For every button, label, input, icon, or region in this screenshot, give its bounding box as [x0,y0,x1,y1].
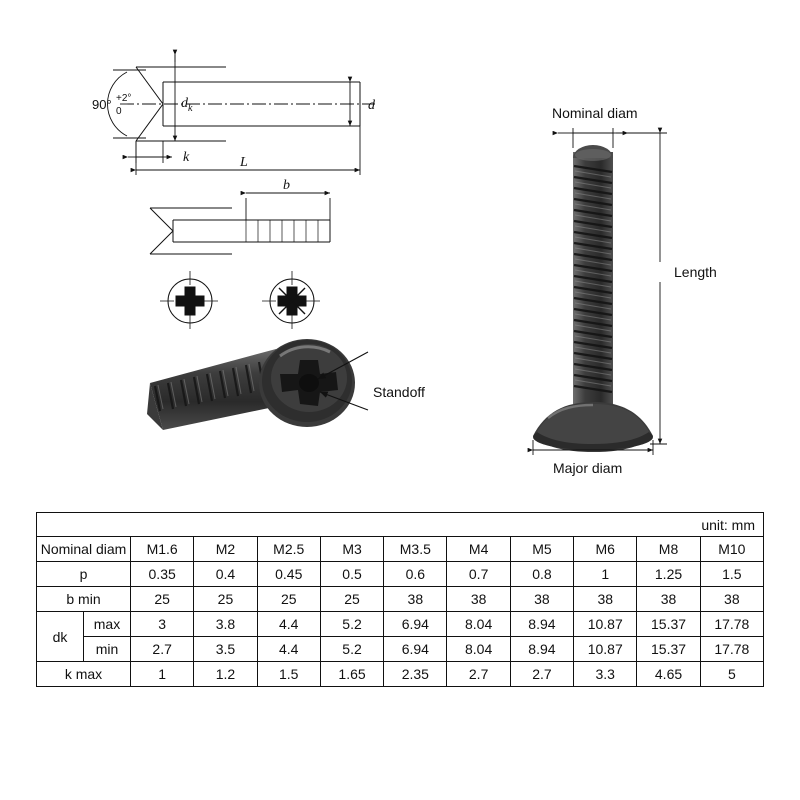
table-cell: M1.6 [131,537,194,562]
row-sublabel-dk-max: max [84,612,131,637]
pozidriv-drive-symbol [262,271,322,331]
screw-photo-angled [147,339,355,430]
table-cell: 3.8 [194,612,257,637]
table-row-dk-min [37,637,764,662]
row-label-dk: dk [37,612,84,662]
table-cell: 25 [131,587,194,612]
table-cell: 0.4 [194,562,257,587]
table-cell: M8 [637,537,700,562]
table-cell: M2.5 [257,537,320,562]
table-cell: 38 [637,587,700,612]
dimension-k [128,141,172,163]
table-cell: 2.35 [384,662,447,687]
table-row-dk-max [37,612,764,637]
standoff-label: Standoff [373,384,425,400]
table-cell: M3 [320,537,383,562]
angle-label: 90° [92,97,112,112]
table-cell: 1.5 [257,662,320,687]
table-cell: 2.7 [447,662,510,687]
table-cell: 38 [447,587,510,612]
table-cell: 4.4 [257,637,320,662]
table-cell: 10.87 [574,637,637,662]
angle-tolerance-upper: +2° [116,93,132,104]
table-cell: 2.7 [131,637,194,662]
table-cell: 8.94 [510,612,573,637]
table-cell: 0.8 [510,562,573,587]
row-sublabel-dk-min: min [84,637,131,662]
row-label-k-max: k max [37,662,131,687]
dimension-L [136,126,360,175]
table-cell: M4 [447,537,510,562]
table-cell: 38 [384,587,447,612]
length-label: Length [674,264,717,280]
row-label-nominal-diam: Nominal diam [37,537,131,562]
phillips-drive-symbol [160,271,220,331]
table-cell: 0.7 [447,562,510,587]
table-cell: 8.04 [447,637,510,662]
table-cell: 5.2 [320,637,383,662]
line-drawing-top [120,67,375,141]
d-label: d [368,98,375,113]
table-cell: 8.94 [510,637,573,662]
table-row-k-max [37,662,764,687]
table-cell: 17.78 [700,637,763,662]
table-cell: 5.2 [320,612,383,637]
table-cell: 4.4 [257,612,320,637]
major-diam-label: Major diam [553,460,623,476]
table-row-nominal-diam [37,537,764,562]
nominal-diam-label: Nominal diam [552,105,638,121]
line-drawing-bottom [150,208,330,254]
table-cell: 3.5 [194,637,257,662]
table-row-p [37,562,764,587]
table-cell: 1.25 [637,562,700,587]
table-cell: M6 [574,537,637,562]
table-cell: 6.94 [384,637,447,662]
table-cell: 0.6 [384,562,447,587]
table-cell: 5 [700,662,763,687]
row-label-b-min: b min [37,587,131,612]
table-cell: 17.78 [700,612,763,637]
table-cell: 38 [574,587,637,612]
table-cell: 1 [574,562,637,587]
table-cell: 25 [257,587,320,612]
table-cell: M5 [510,537,573,562]
table-cell: 38 [510,587,573,612]
table-cell: M3.5 [384,537,447,562]
table-cell: 2.7 [510,662,573,687]
k-label: k [183,150,190,165]
b-label: b [283,178,290,193]
table-cell: 25 [320,587,383,612]
table-cell: 1.65 [320,662,383,687]
dimension-b [246,193,330,220]
table-cell: 3.3 [574,662,637,687]
dk-label: $d_k$ [181,96,193,114]
length-dimension [616,133,667,444]
spec-table [36,536,764,687]
table-cell: 10.87 [574,612,637,637]
angle-tolerance-lower: 0 [116,106,122,117]
table-cell: 15.37 [637,612,700,637]
screw-photo-vertical [530,145,656,452]
table-cell: 4.65 [637,662,700,687]
table-cell: 8.04 [447,612,510,637]
spec-table-wrapper [36,512,764,687]
table-cell: 0.35 [131,562,194,587]
table-cell: 1 [131,662,194,687]
table-cell: 38 [700,587,763,612]
table-cell: M10 [700,537,763,562]
table-cell: 3 [131,612,194,637]
table-row-b-min [37,587,764,612]
table-cell: 1.5 [700,562,763,587]
L-label: L [240,155,248,170]
unit-note: unit: mm [36,512,764,536]
table-cell: 1.2 [194,662,257,687]
row-label-p: p [37,562,131,587]
table-cell: 25 [194,587,257,612]
table-cell: 15.37 [637,637,700,662]
table-cell: 0.45 [257,562,320,587]
table-cell: 0.5 [320,562,383,587]
table-cell: M2 [194,537,257,562]
table-cell: 6.94 [384,612,447,637]
